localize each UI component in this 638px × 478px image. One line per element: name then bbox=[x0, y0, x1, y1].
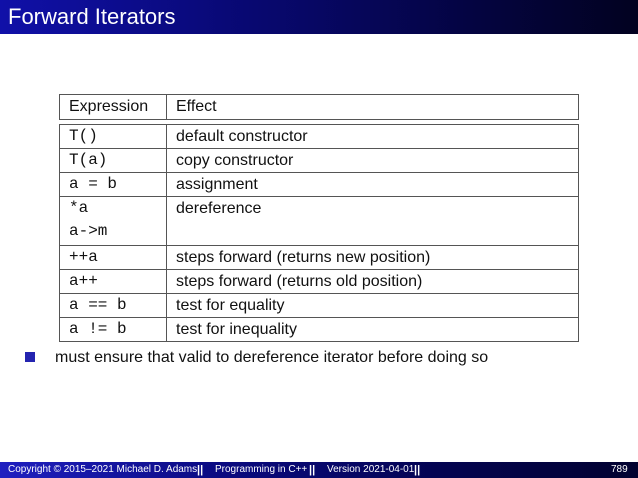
table-row bbox=[60, 173, 579, 197]
footer-separator: || bbox=[414, 464, 421, 476]
expression-line: *a bbox=[69, 199, 89, 217]
table-row bbox=[60, 318, 579, 342]
expression-line: a->m bbox=[69, 222, 108, 240]
expression-cell: T(a) bbox=[60, 149, 167, 173]
expression-cell: a == b bbox=[60, 294, 167, 318]
effect-cell: assignment bbox=[167, 173, 579, 197]
table-body bbox=[59, 124, 579, 342]
table-row bbox=[60, 246, 579, 270]
table-header bbox=[59, 94, 579, 120]
table-row bbox=[60, 197, 579, 246]
expression-cell: a != b bbox=[60, 318, 167, 342]
header-effect: Effect bbox=[167, 95, 579, 120]
header-expression: Expression bbox=[60, 95, 167, 120]
expression-cell: ++a bbox=[60, 246, 167, 270]
footer-course: Programming in C++ bbox=[215, 464, 308, 475]
bullet-item bbox=[17, 346, 617, 370]
effect-cell: dereference bbox=[167, 197, 579, 246]
bullet-text: must ensure that valid to dereference iterator before doing so bbox=[55, 349, 489, 366]
footer-copyright: Copyright © 2015–2021 Michael D. Adams bbox=[8, 464, 198, 475]
title-bar bbox=[0, 0, 638, 34]
table-row bbox=[60, 125, 579, 149]
effect-cell: copy constructor bbox=[167, 149, 579, 173]
iterator-table bbox=[59, 94, 579, 342]
table-header-row bbox=[60, 95, 579, 120]
footer-separator: || bbox=[197, 464, 204, 476]
expression-cell: a = b bbox=[60, 173, 167, 197]
footer-bar bbox=[0, 462, 638, 478]
expression-cell bbox=[60, 197, 167, 246]
effect-cell: test for inequality bbox=[167, 318, 579, 342]
table-row bbox=[60, 270, 579, 294]
effect-cell: test for equality bbox=[167, 294, 579, 318]
expression-cell: a++ bbox=[60, 270, 167, 294]
page-number: 789 bbox=[611, 464, 628, 475]
slide-title: Forward Iterators bbox=[8, 4, 176, 29]
expression-cell: T() bbox=[60, 125, 167, 149]
footer-version: Version 2021-04-01 bbox=[327, 464, 415, 475]
table-row bbox=[60, 149, 579, 173]
footer-separator: || bbox=[309, 464, 316, 476]
bullet-square-icon bbox=[25, 352, 35, 362]
effect-cell: default constructor bbox=[167, 125, 579, 149]
effect-cell: steps forward (returns old position) bbox=[167, 270, 579, 294]
table-row bbox=[60, 294, 579, 318]
effect-cell: steps forward (returns new position) bbox=[167, 246, 579, 270]
